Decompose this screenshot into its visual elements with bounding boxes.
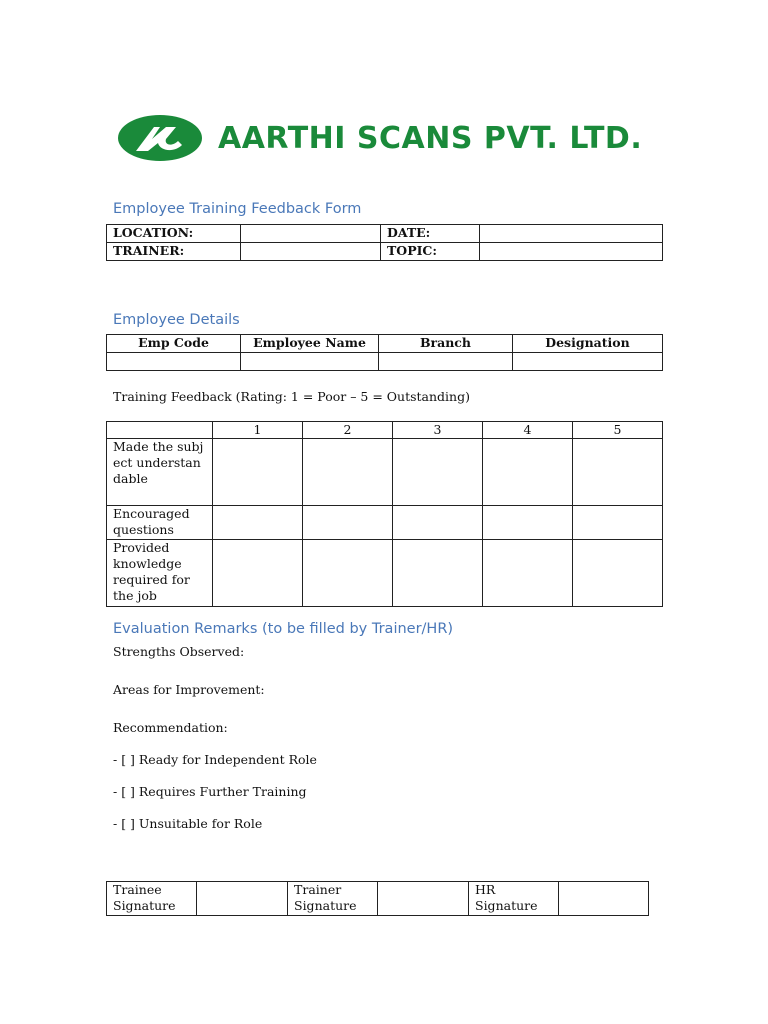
training-feedback-caption: Training Feedback (Rating: 1 = Poor – 5 = Outstanding) [113, 389, 470, 404]
trainer-signature-field[interactable] [378, 882, 469, 916]
table-row [107, 540, 663, 607]
rating-cell[interactable] [213, 540, 303, 607]
rating-cell[interactable] [393, 439, 483, 506]
topic-label: TOPIC: [381, 243, 480, 261]
table-row [107, 439, 663, 506]
rating-cell[interactable] [303, 540, 393, 607]
logo-mark-icon [130, 121, 190, 155]
strengths-label: Strengths Observed: [113, 644, 245, 659]
column-header-branch: Branch [379, 335, 513, 353]
trainee-signature-label: Trainee Signature [107, 882, 197, 916]
improvement-label: Areas for Improvement: [113, 682, 265, 697]
criteria-label: Provided knowledge required for the job [107, 540, 213, 607]
rating-cell[interactable] [573, 540, 663, 607]
rating-header-4: 4 [483, 422, 573, 439]
table-row [107, 353, 663, 371]
option-ready-independent[interactable]: - [ ] Ready for Independent Role [113, 752, 317, 767]
employee-name-field[interactable] [241, 353, 379, 371]
date-label: DATE: [381, 225, 480, 243]
company-logo [118, 114, 642, 162]
rating-cell[interactable] [393, 540, 483, 607]
employee-details-title: Employee Details [113, 312, 240, 328]
hr-signature-label: HR Signature [469, 882, 559, 916]
rating-cell[interactable] [393, 506, 483, 540]
employee-details-table [106, 334, 663, 371]
rating-cell[interactable] [573, 506, 663, 540]
rating-cell[interactable] [483, 439, 573, 506]
option-further-training[interactable]: - [ ] Requires Further Training [113, 784, 307, 799]
criteria-header-cell [107, 422, 213, 439]
column-header-emp-code: Emp Code [107, 335, 241, 353]
logo-emblem [118, 115, 202, 161]
form-title: Employee Training Feedback Form [113, 201, 362, 217]
rating-cell[interactable] [303, 439, 393, 506]
trainer-signature-label: Trainer Signature [288, 882, 378, 916]
recommendation-label: Recommendation: [113, 720, 228, 735]
rating-table [106, 421, 663, 607]
table-header-row [107, 335, 663, 353]
criteria-label: Encouraged questions [107, 506, 213, 540]
table-row [107, 225, 663, 243]
trainer-label: TRAINER: [107, 243, 241, 261]
header-fields-table [106, 224, 663, 261]
topic-field[interactable] [480, 243, 663, 261]
rating-cell[interactable] [213, 506, 303, 540]
trainer-field[interactable] [241, 243, 381, 261]
rating-cell[interactable] [213, 439, 303, 506]
evaluation-remarks-title: Evaluation Remarks (to be filled by Trainer/HR) [113, 621, 454, 637]
rating-cell[interactable] [303, 506, 393, 540]
criteria-label: Made the subject understandable [107, 439, 213, 506]
rating-header-2: 2 [303, 422, 393, 439]
option-unsuitable[interactable]: - [ ] Unsuitable for Role [113, 816, 263, 831]
emp-code-field[interactable] [107, 353, 241, 371]
rating-cell[interactable] [483, 506, 573, 540]
rating-header-row [107, 422, 663, 439]
branch-field[interactable] [379, 353, 513, 371]
date-field[interactable] [480, 225, 663, 243]
trainee-signature-field[interactable] [197, 882, 288, 916]
rating-cell[interactable] [483, 540, 573, 607]
table-row [107, 882, 649, 916]
rating-header-5: 5 [573, 422, 663, 439]
rating-header-3: 3 [393, 422, 483, 439]
signature-table [106, 881, 649, 916]
rating-cell[interactable] [573, 439, 663, 506]
company-name: AARTHI SCANS PVT. LTD. [218, 120, 643, 156]
hr-signature-field[interactable] [559, 882, 649, 916]
location-label: LOCATION: [107, 225, 241, 243]
designation-field[interactable] [513, 353, 663, 371]
table-row [107, 243, 663, 261]
rating-header-1: 1 [213, 422, 303, 439]
table-row [107, 506, 663, 540]
location-field[interactable] [241, 225, 381, 243]
column-header-designation: Designation [513, 335, 663, 353]
column-header-employee-name: Employee Name [241, 335, 379, 353]
